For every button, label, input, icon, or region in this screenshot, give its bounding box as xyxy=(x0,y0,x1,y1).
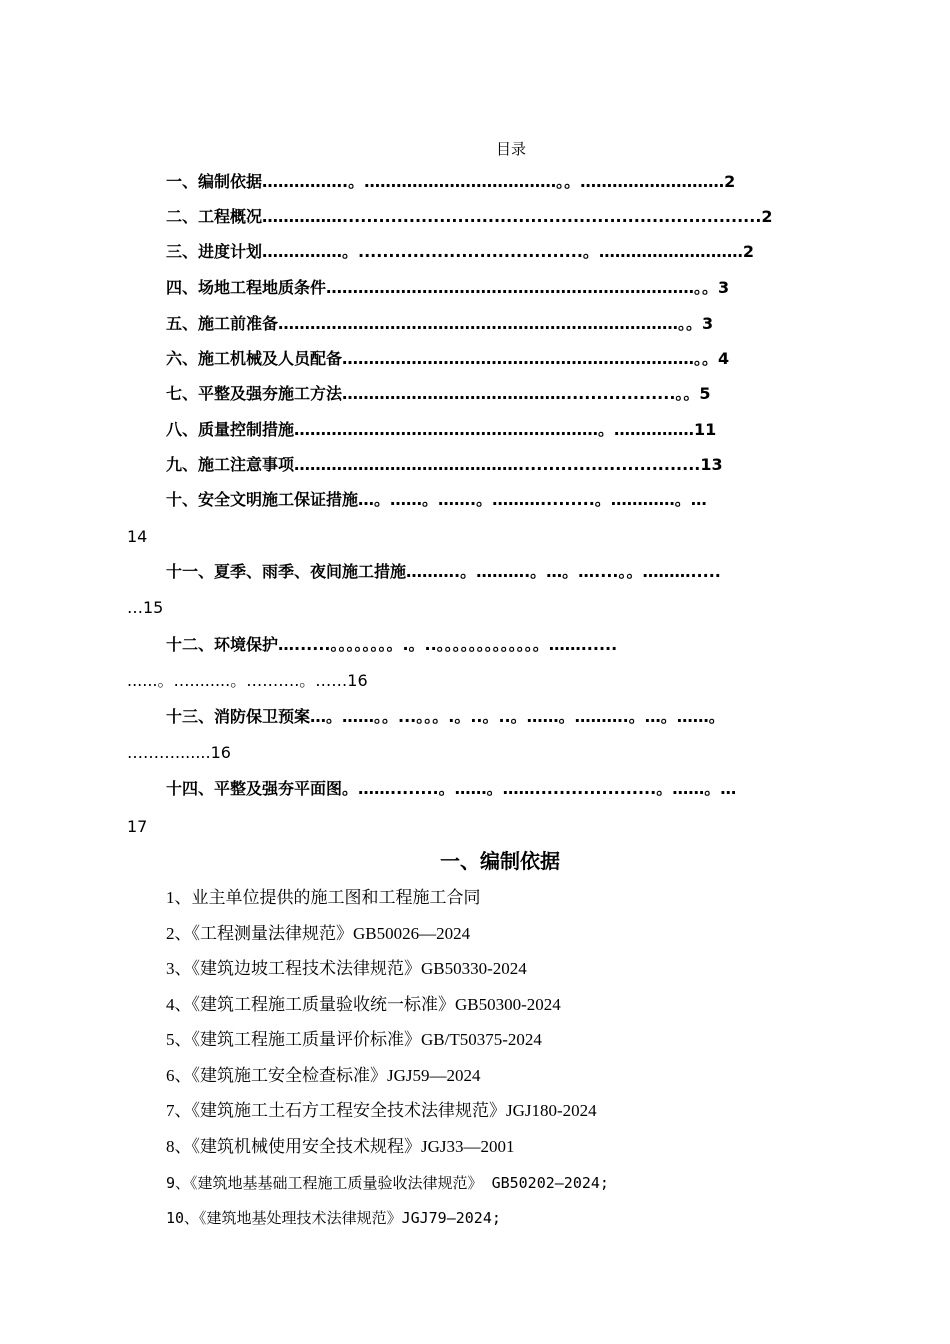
toc-entry-13: 十三、消防保卫预案…。……。。...。。。.。..。..。……。……….。…。……。 xyxy=(166,707,725,726)
toc-entry-5: 五、施工前准备…………………………………………………………………。。3 xyxy=(166,314,714,333)
toc-entry-11: 十一、夏季、雨季、夜间施工措施……….。……….。…。…....。。………..... xyxy=(166,562,721,581)
reference-item-4: 4、《建筑工程施工质量验收统一标准》GB50300-2024 xyxy=(166,995,561,1014)
reference-item-8: 8、《建筑机械使用安全技术规程》JGJ33—2001 xyxy=(166,1137,515,1156)
toc-entry-12: 十二、环境保护…......。。。。。。。。.。..。。。。。。。。。。。。。……...... xyxy=(166,635,618,654)
toc-entry-13-page: ……….......16 xyxy=(127,743,231,762)
toc-entry-4: 四、场地工程地质条件……………………………………………………………。。3 xyxy=(166,278,730,297)
toc-entry-14-page: 17 xyxy=(127,817,148,836)
reference-item-2: 2、《工程测量法律规范》GB50026—2024 xyxy=(166,924,471,943)
reference-item-3: 3、《建筑边坡工程技术法律规范》GB50330-2024 xyxy=(166,959,527,978)
toc-entry-12-page: ......。…........。……….。……16 xyxy=(127,671,368,690)
toc-entry-14: 十四、平整及强夯平面图。……........。……。……....................。……。… xyxy=(166,779,737,798)
toc-entry-9: 九、施工注意事项……………………………………..............................13 xyxy=(166,455,723,474)
reference-item-6: 6、《建筑施工安全检查标准》JGJ59—2024 xyxy=(166,1066,481,1085)
reference-item-10: 10、《建筑地基处理技术法律规范》JGJ79—2024; xyxy=(166,1209,501,1227)
toc-entry-10: 十、安全文明施工保证措施…。……。…….。……….........。…………。… xyxy=(166,490,707,509)
reference-item-5: 5、《建筑工程施工质量评价标准》GB/T50375-2024 xyxy=(166,1030,542,1049)
toc-title: 目录 xyxy=(495,140,526,158)
toc-entry-2: 二、工程概况…………….....................................................................2 xyxy=(166,207,773,226)
reference-item-1: 1、业主单位提供的施工图和工程施工合同 xyxy=(166,888,481,907)
toc-entry-7: 七、平整及强夯施工方法……………………………………..................。。5 xyxy=(166,384,711,403)
toc-entry-6: 六、施工机械及人员配备…………………………………………………………。。4 xyxy=(166,349,730,368)
reference-item-9: 9、《建筑地基基础工程施工质量验收法律规范》 GB50202—2024; xyxy=(166,1174,609,1192)
toc-entry-10-page: 14 xyxy=(127,527,148,546)
toc-entry-3: 三、进度计划……………。.....................................。………………………2 xyxy=(166,242,755,261)
toc-entry-1: 一、编制依据…………….。………………………………。。………………………2 xyxy=(166,172,736,191)
reference-item-7: 7、《建筑施工土石方工程安全技术法律规范》JGJ180-2024 xyxy=(166,1101,597,1120)
section-heading: 一、编制依据 xyxy=(440,849,560,873)
toc-entry-11-page: …15 xyxy=(127,598,164,617)
toc-entry-8: 八、质量控制措施…………………………………………………。……………11 xyxy=(166,420,717,439)
